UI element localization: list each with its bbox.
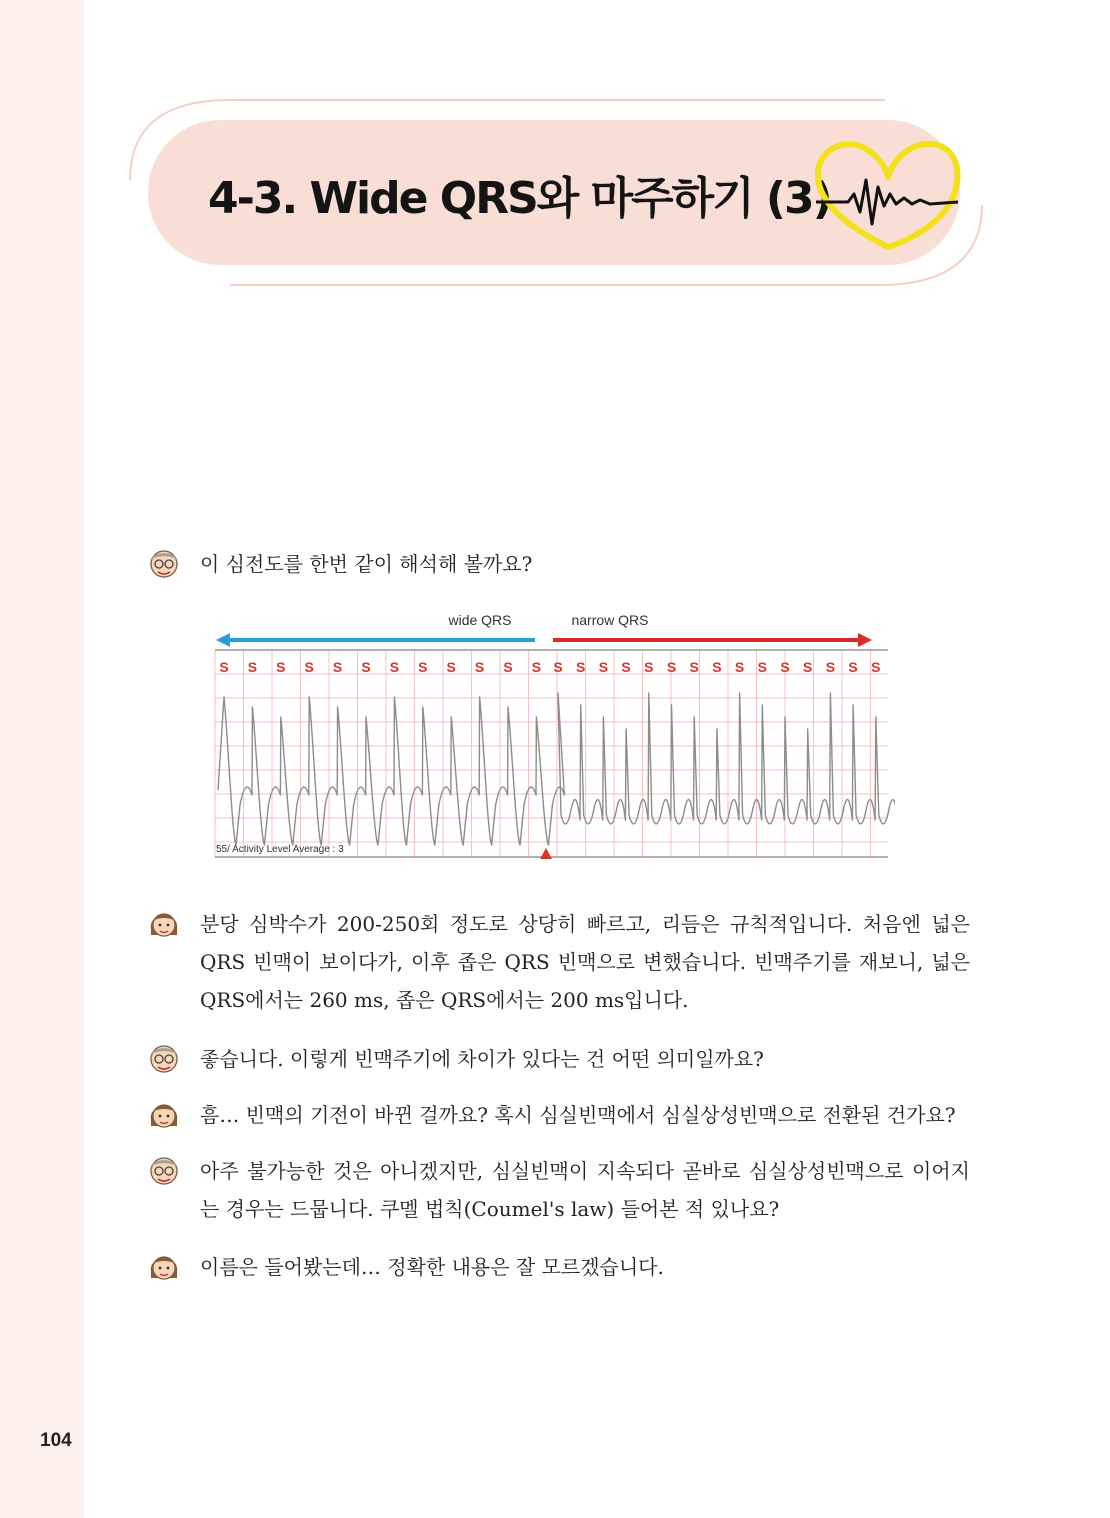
page-title: 4-3. Wide QRS와 마주하기 (3) — [208, 173, 831, 224]
beat-mark-s: S — [276, 659, 286, 675]
dialogue-text: 흠… 빈맥의 기전이 바뀐 걸까요? 혹시 심실빈맥에서 심실상성빈맥으로 전환된 건가요? — [200, 1103, 956, 1127]
beat-mark-s: S — [644, 659, 654, 675]
beat-mark-s: S — [474, 659, 485, 675]
beat-mark-s: S — [689, 659, 699, 675]
narrow-qrs-arrowhead — [858, 633, 872, 647]
beat-mark-s: S — [757, 659, 767, 675]
beat-mark-s: S — [304, 659, 314, 675]
beat-mark-s: S — [712, 659, 722, 675]
beat-mark-s: S — [848, 659, 858, 675]
beat-mark-s: S — [247, 659, 258, 675]
narrow-qrs-label: narrow QRS — [571, 612, 649, 628]
beat-mark-s: S — [825, 659, 836, 675]
dialogue-text: 이름은 들어봤는데… 정확한 내용은 잘 모르겠습니다. — [200, 1255, 664, 1279]
beat-mark-s: S — [576, 659, 586, 675]
resident-avatar-icon — [148, 1248, 180, 1284]
beat-mark-s: S — [871, 659, 881, 675]
beat-mark-s: S — [361, 659, 371, 675]
beat-mark-s: S — [446, 659, 456, 675]
beat-mark-s: S — [418, 659, 428, 675]
beat-mark-s: S — [503, 659, 513, 675]
beat-mark-s: S — [389, 659, 400, 675]
professor-avatar-icon — [148, 545, 180, 581]
dialogue-text: 이 심전도를 한번 같이 해석해 볼까요? — [200, 552, 533, 576]
beat-mark-s: S — [621, 659, 631, 675]
ecg-footer-text: 55/ Activity Level Average : 3 — [216, 844, 344, 855]
professor-avatar-icon — [148, 1152, 180, 1188]
ecg-strip-figure — [210, 605, 895, 870]
beat-mark-s: S — [332, 659, 343, 675]
beat-mark-s: S — [598, 659, 609, 675]
heartbeat-heart-icon — [808, 132, 968, 257]
beat-mark-s: S — [734, 659, 745, 675]
beat-mark-s: S — [531, 659, 542, 675]
dialogue-text: 분당 심박수가 200-250회 정도로 상당히 빠르고, 리듬은 규칙적입니다. 처음엔 넓은 QRS 빈맥이 보이다가, 이후 좁은 QRS 빈맥으로 변했습니다. 빈맥주기를 재보니, 넓은 QRS에서는 260 ms, 좁은 QRS에서는 200 ms입니다. — [200, 912, 970, 1012]
dialogue-text: 아주 불가능한 것은 아니겠지만, 심실빈맥이 지속되다 곧바로 심실상성빈맥으로 이어지는 경우는 드뭅니다. 쿠멜 법칙(Coumel's law) 들어본 적 있나요? — [200, 1159, 970, 1221]
beat-mark-s: S — [666, 659, 677, 675]
wide-qrs-label: wide QRS — [448, 612, 512, 628]
beat-mark-s: S — [803, 659, 813, 675]
resident-avatar-icon — [148, 905, 180, 941]
page-number: 104 — [40, 1430, 72, 1451]
transition-marker — [540, 848, 552, 859]
page-margin-strip — [0, 0, 84, 1518]
resident-avatar-icon — [148, 1096, 180, 1132]
dialogue-text: 좋습니다. 이렇게 빈맥주기에 차이가 있다는 건 어떤 의미일까요? — [200, 1047, 764, 1071]
beat-mark-s: S — [219, 659, 229, 675]
beat-mark-s: S — [780, 659, 790, 675]
beat-mark-s: S — [553, 659, 563, 675]
wide-qrs-arrowhead — [216, 633, 230, 647]
professor-avatar-icon — [148, 1040, 180, 1076]
